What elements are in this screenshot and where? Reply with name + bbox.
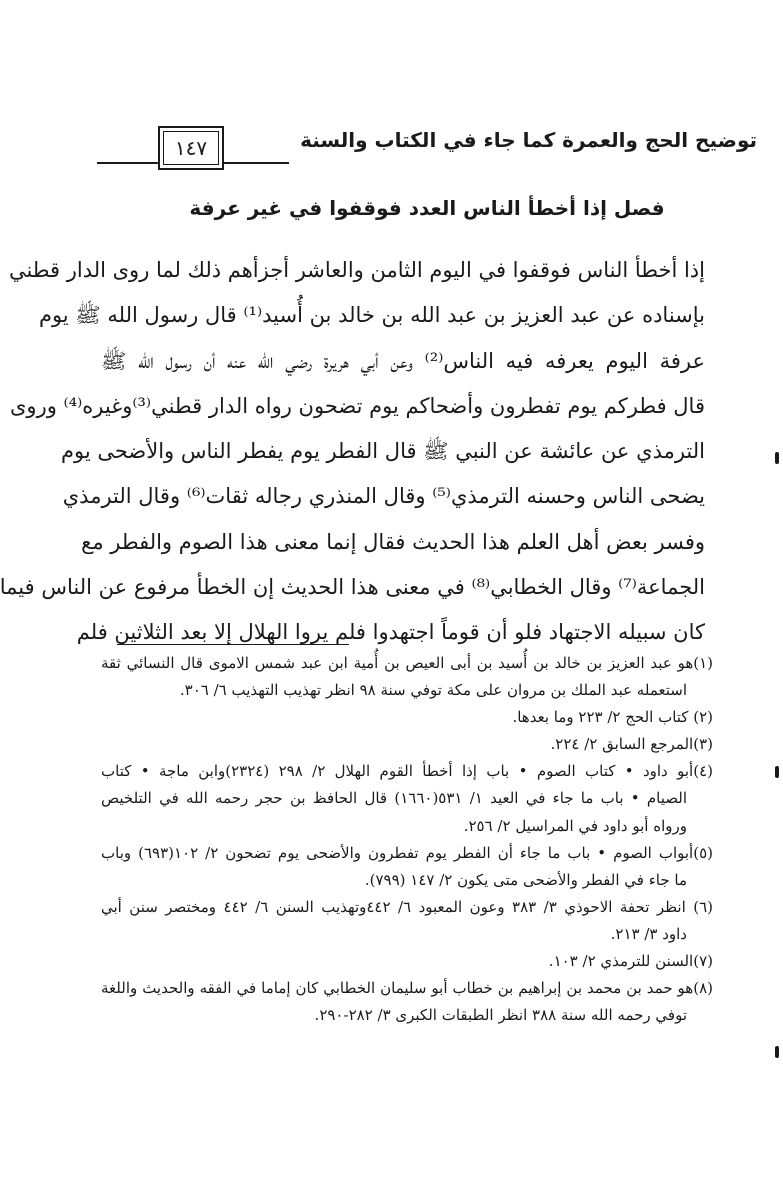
page-number: ١٤٧ xyxy=(174,136,208,160)
page-number-box xyxy=(158,126,224,170)
body-line: بإسناده عن عبد العزيز بن عبد الله بن خالد بن أُسيد⁽¹⁾ قال رسول الله ﷺ يوم xyxy=(38,303,705,328)
body-line: الجماعة⁽⁷⁾ وقال الخطابي⁽⁸⁾ في معنى هذا الحديث إن الخطأ مرفوع عن الناس فيما xyxy=(0,575,705,600)
footnote-separator xyxy=(117,644,349,645)
body-paragraph xyxy=(0,248,705,656)
footnote-4-cont: ورواه أبو داود في المراسيل ٢/ ٢٥٦. xyxy=(463,816,687,835)
running-title: توضيح الحج والعمرة كما جاء في الكتاب والسنة xyxy=(300,128,757,152)
header-rule xyxy=(224,162,289,164)
footnote-8-cont: توفي رحمه الله سنة ٣٨٨ انظر الطبقات الكبرى ٣/ ٢٨٢-٢٩٠. xyxy=(314,1006,687,1025)
body-line: إذا أخطأ الناس فوقفوا في اليوم الثامن والعاشر أجزأهم ذلك لما روى الدار قطني xyxy=(8,258,705,282)
footnote-6-cont: داود ٣/ ٢١٣. xyxy=(610,924,687,943)
body-line: عرفة اليوم يعرفه فيه الناس⁽²⁾ وعن أبي هريرة رضي الله عنه أن رسول الله ﷺ xyxy=(101,348,705,373)
footnote-5: (٥)أبواب الصوم • باب ما جاء أن الفطر يوم تفطرون والأضحى يوم تضحون ٢/ ١٠٢(٦٩٣) وباب xyxy=(101,843,714,862)
footnote-1: (١)هو عبد العزيز بن خالد بن أُسيد بن أبى العيص بن أُمية ابن عبد شمس الاموى قال النسائي ثقة xyxy=(101,654,713,672)
footnote-3: (٣)المرجع السابق ٢/ ٢٢٤. xyxy=(550,735,713,754)
running-header xyxy=(97,126,757,170)
body-line: قال فطركم يوم تفطرون وأضحاكم يوم تضحون رواه الدار قطني⁽³⁾وغيره⁽⁴⁾ وروى xyxy=(10,393,705,418)
body-line: الترمذي عن عائشة عن النبي ﷺ قال الفطر يوم يفطر الناس والأضحى يوم xyxy=(60,439,705,464)
footnote-1-cont: استعمله عبد الملك بن مروان على مكة توفي سنة ٩٨ انظر تهذيب التهذيب ٦/ ٣٠٦. xyxy=(179,681,687,700)
footnotes xyxy=(101,650,713,1029)
footnote-2: (٢) كتاب الحج ٢/ ٢٢٣ وما بعدها. xyxy=(512,708,713,727)
footnote-7: (٧)السنن للترمذي ٢/ ١٠٣. xyxy=(548,952,713,971)
margin-mark xyxy=(775,766,779,778)
margin-mark xyxy=(775,1046,779,1058)
body-line: وفسر بعض أهل العلم هذا الحديث فقال إنما معنى هذا الصوم والفطر مع xyxy=(81,529,705,554)
margin-mark xyxy=(775,452,779,464)
body-line: كان سبيله الاجتهاد فلو أن قوماً اجتهدوا فلم يروا الهلال إلا بعد الثلاثين فلم xyxy=(76,620,705,645)
body-line: يضحى الناس وحسنه الترمذي⁽⁵⁾ وقال المنذري رجاله ثقات⁽⁶⁾ وقال الترمذي xyxy=(62,484,705,509)
section-heading: فصل إذا أخطأ الناس العدد فوقفوا في غير عرفة xyxy=(189,196,665,220)
footnote-8: (٨)هو حمد بن محمد بن إبراهيم بن خطاب أبو سليمان الخطابي كان إماما في الفقه والحديث واللغة xyxy=(101,979,713,998)
footnote-4: (٤)أبو داود • كتاب الصوم • باب إذا أخطأ القوم الهلال ٢/ ٢٩٨ (٢٣٢٤)وابن ماجة • كتاب xyxy=(101,762,713,781)
footnote-5-cont: ما جاء في الفطر والأضحى متى يكون ٢/ ١٤٧ (٧٩٩). xyxy=(364,870,687,889)
footnote-4-cont: الصيام • باب ما جاء في العيد ١/ ٥٣١(١٦٦٠) قال الحافظ بن حجر رحمه الله في التلخيص xyxy=(101,789,687,808)
footnote-6: (٦) انظر تحفة الاحوذي ٣/ ٣٨٣ وعون المعبود ٦/ ٤٤٢وتهذيب السنن ٦/ ٤٤٢ ومختصر سنن أبي xyxy=(101,897,713,916)
header-rule-left xyxy=(97,162,158,164)
